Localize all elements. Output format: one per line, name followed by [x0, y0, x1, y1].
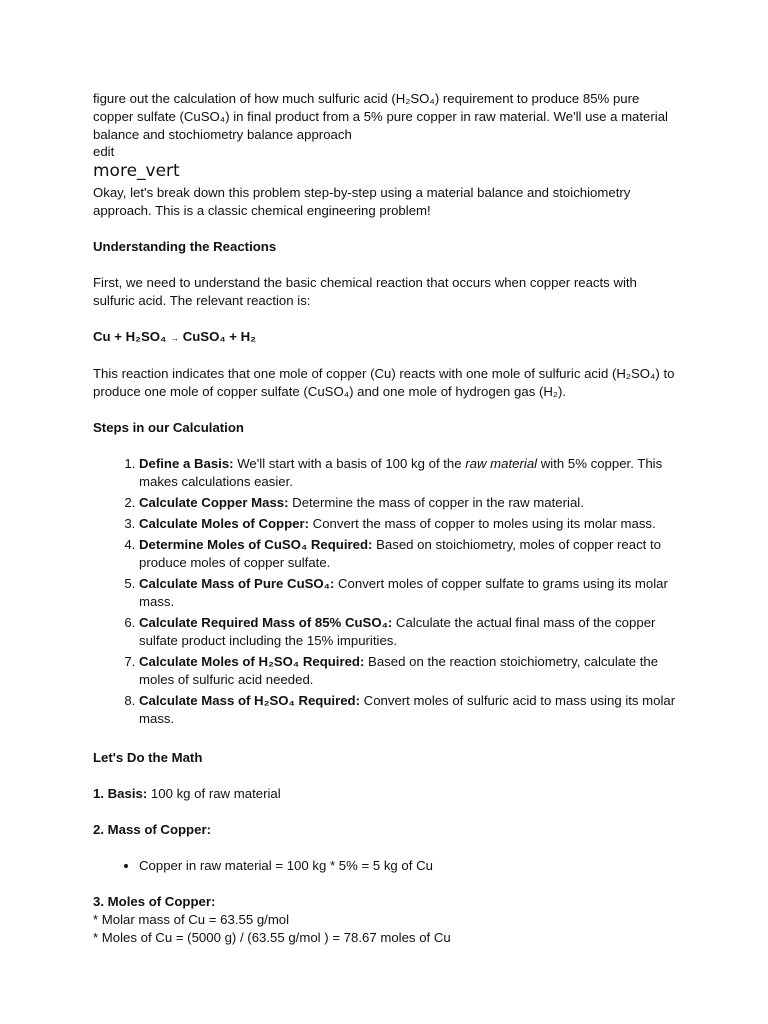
- copper-mass-heading: 2. Mass of Copper:: [93, 822, 211, 837]
- intro-paragraph: Okay, let's break down this problem step-by-step using a material balance and stoichiometry approach. This is a classic chemical engineering problem!: [93, 185, 631, 218]
- list-item: 3. Calculate Moles of Copper: Convert the mass of copper to moles using its molar mass.: [139, 515, 678, 533]
- list-item: 8. Calculate Mass of H₂SO₄ Required: Convert moles of sulfuric acid to mass using its molar mass.: [139, 692, 678, 728]
- equation-left: Cu + H₂SO₄: [93, 329, 167, 344]
- math-heading: Let's Do the Math: [93, 750, 203, 765]
- equation-right: CuSO₄ + H₂: [182, 329, 257, 344]
- basis-line: 1. Basis: 100 kg of raw material: [93, 786, 281, 801]
- more-vert-icon[interactable]: more_vert: [93, 161, 180, 181]
- steps-heading: Steps in our Calculation: [93, 420, 244, 435]
- reactions-text: First, we need to understand the basic chemical reaction that occurs when copper reacts with sulfuric acid. The relevant reaction is:: [93, 275, 637, 308]
- list-item: • Copper in raw material = 100 kg * 5% = 5 kg of Cu: [139, 857, 678, 875]
- list-item: 1. Define a Basis: We'll start with a basis of 100 kg of the raw material with 5% copper. This makes calculations easier.: [139, 455, 678, 491]
- user-prompt: figure out the calculation of how much sulfuric acid (H₂SO₄) requirement to produce 85% pure copper sulfate (CuSO₄) in final product from a 5% pure copper in raw material. We'll use a material balance and stochiometry balance approach: [93, 91, 668, 142]
- reaction-explanation: This reaction indicates that one mole of copper (Cu) reacts with one mole of sulfuric acid (H₂SO₄) to produce one mole of copper sulfate (CuSO₄) and one mole of hydrogen gas (H₂).: [93, 366, 675, 399]
- copper-mass-list: [93, 857, 678, 875]
- document-page: [93, 90, 678, 947]
- reactions-heading: Understanding the Reactions: [93, 239, 277, 254]
- arrow-symbol: →: [170, 333, 180, 343]
- steps-list: [93, 455, 678, 728]
- list-item: 6. Calculate Required Mass of 85% CuSO₄: Calculate the actual final mass of the copper sulfate product including the 15% impurities.: [139, 614, 678, 650]
- reaction-equation: [93, 328, 678, 347]
- list-item: 2. Calculate Copper Mass: Determine the mass of copper in the raw material.: [139, 494, 678, 512]
- list-item: 7. Calculate Moles of H₂SO₄ Required: Based on the reaction stoichiometry, calculate the moles of sulfuric acid needed.: [139, 653, 678, 689]
- moles-copper-heading: 3. Moles of Copper:: [93, 894, 216, 909]
- list-item: 5. Calculate Mass of Pure CuSO₄: Convert moles of copper sulfate to grams using its molar mass.: [139, 575, 678, 611]
- moles-cu-line: * Moles of Cu = (5000 g) / (63.55 g/mol ) = 78.67 moles of Cu: [93, 930, 451, 945]
- molar-mass-line: * Molar mass of Cu = 63.55 g/mol: [93, 912, 290, 927]
- list-item: 4. Determine Moles of CuSO₄ Required: Based on stoichiometry, moles of copper react to produce moles of copper sulfate.: [139, 536, 678, 572]
- edit-link[interactable]: edit: [93, 144, 115, 159]
